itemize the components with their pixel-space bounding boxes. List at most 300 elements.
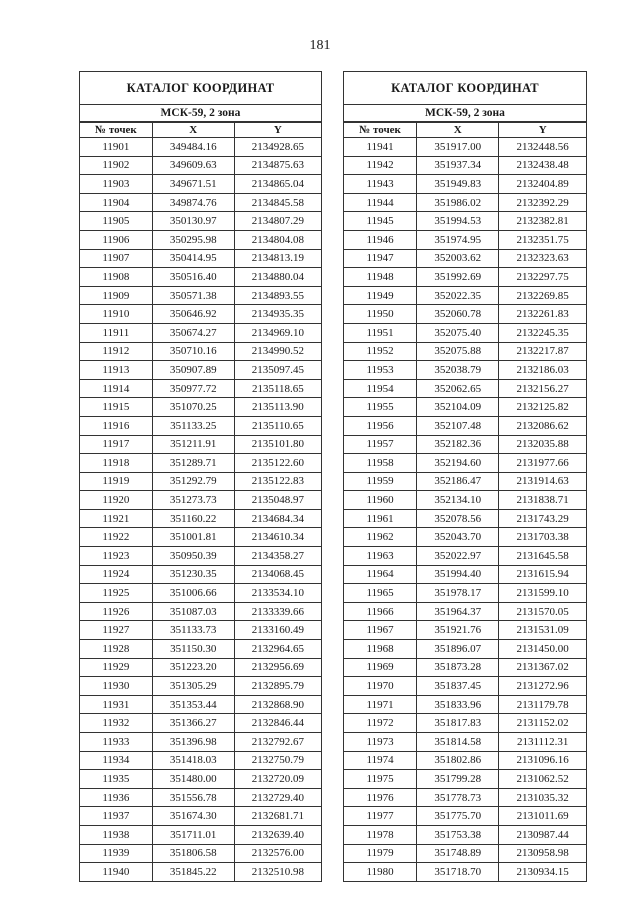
x-coordinate-cell: 351775.70 bbox=[417, 807, 499, 826]
point-number-cell: 11901 bbox=[80, 138, 152, 157]
x-coordinate-cell: 351133.73 bbox=[152, 621, 234, 640]
x-coordinate-cell: 350907.89 bbox=[152, 361, 234, 380]
x-coordinate-cell: 350977.72 bbox=[152, 379, 234, 398]
point-number-cell: 11965 bbox=[344, 584, 417, 603]
y-coordinate-cell: 2134845.58 bbox=[234, 193, 321, 212]
table-row bbox=[344, 733, 586, 752]
table-row bbox=[344, 509, 586, 528]
x-coordinate-cell: 351949.83 bbox=[417, 175, 499, 194]
y-coordinate-cell: 2132261.83 bbox=[499, 305, 586, 324]
point-number-cell: 11923 bbox=[80, 547, 152, 566]
point-number-cell: 11960 bbox=[344, 491, 417, 510]
table-row bbox=[80, 175, 321, 194]
y-coordinate-cell: 2132382.81 bbox=[499, 212, 586, 231]
x-coordinate-cell: 351873.28 bbox=[417, 658, 499, 677]
y-coordinate-cell: 2134804.08 bbox=[234, 230, 321, 249]
x-coordinate-cell: 351718.70 bbox=[417, 863, 499, 881]
x-coordinate-cell: 350710.16 bbox=[152, 342, 234, 361]
y-coordinate-cell: 2135122.60 bbox=[234, 454, 321, 473]
table-row bbox=[344, 807, 586, 826]
point-number-cell: 11934 bbox=[80, 751, 152, 770]
coordinate-table bbox=[80, 122, 321, 881]
table-row bbox=[80, 268, 321, 287]
x-coordinate-cell: 351006.66 bbox=[152, 584, 234, 603]
x-coordinate-cell: 351305.29 bbox=[152, 677, 234, 696]
y-coordinate-cell: 2131645.58 bbox=[499, 547, 586, 566]
point-number-cell: 11921 bbox=[80, 509, 152, 528]
y-coordinate-cell: 2134875.63 bbox=[234, 156, 321, 175]
x-coordinate-cell: 351087.03 bbox=[152, 602, 234, 621]
y-coordinate-cell: 2134068.45 bbox=[234, 565, 321, 584]
y-coordinate-cell: 2135122.83 bbox=[234, 472, 321, 491]
point-number-cell: 11940 bbox=[80, 863, 152, 881]
y-coordinate-cell: 2135113.90 bbox=[234, 398, 321, 417]
column-header-y: Y bbox=[234, 123, 321, 138]
x-coordinate-cell: 351833.96 bbox=[417, 695, 499, 714]
table-row bbox=[344, 156, 586, 175]
point-number-cell: 11964 bbox=[344, 565, 417, 584]
point-number-cell: 11913 bbox=[80, 361, 152, 380]
table-row bbox=[80, 528, 321, 547]
table-row bbox=[80, 416, 321, 435]
y-coordinate-cell: 2131035.32 bbox=[499, 788, 586, 807]
point-number-cell: 11920 bbox=[80, 491, 152, 510]
table-row bbox=[344, 825, 586, 844]
table-row bbox=[80, 844, 321, 863]
y-coordinate-cell: 2131152.02 bbox=[499, 714, 586, 733]
table-row bbox=[344, 621, 586, 640]
point-number-cell: 11971 bbox=[344, 695, 417, 714]
x-coordinate-cell: 351133.25 bbox=[152, 416, 234, 435]
table-row bbox=[80, 770, 321, 789]
table-row bbox=[344, 788, 586, 807]
table-row bbox=[80, 286, 321, 305]
x-coordinate-cell: 350130.97 bbox=[152, 212, 234, 231]
table-row bbox=[344, 138, 586, 157]
y-coordinate-cell: 2132035.88 bbox=[499, 435, 586, 454]
table-row bbox=[344, 714, 586, 733]
point-number-cell: 11939 bbox=[80, 844, 152, 863]
point-number-cell: 11908 bbox=[80, 268, 152, 287]
point-number-cell: 11918 bbox=[80, 454, 152, 473]
y-coordinate-cell: 2132392.29 bbox=[499, 193, 586, 212]
y-coordinate-cell: 2135097.45 bbox=[234, 361, 321, 380]
y-coordinate-cell: 2134990.52 bbox=[234, 342, 321, 361]
x-coordinate-cell: 352003.62 bbox=[417, 249, 499, 268]
x-coordinate-cell: 351917.00 bbox=[417, 138, 499, 157]
point-number-cell: 11953 bbox=[344, 361, 417, 380]
x-coordinate-cell: 350414.95 bbox=[152, 249, 234, 268]
table-row bbox=[80, 602, 321, 621]
point-number-cell: 11904 bbox=[80, 193, 152, 212]
table-row bbox=[344, 640, 586, 659]
y-coordinate-cell: 2132639.40 bbox=[234, 825, 321, 844]
table-row bbox=[80, 695, 321, 714]
table-row bbox=[80, 379, 321, 398]
point-number-cell: 11977 bbox=[344, 807, 417, 826]
column-header-point: № точек bbox=[80, 123, 152, 138]
point-number-cell: 11949 bbox=[344, 286, 417, 305]
catalog-title: КАТАЛОГ КООРДИНАТ bbox=[344, 72, 586, 105]
y-coordinate-cell: 2134969.10 bbox=[234, 323, 321, 342]
x-coordinate-cell: 351921.76 bbox=[417, 621, 499, 640]
table-row bbox=[80, 472, 321, 491]
table-row bbox=[344, 584, 586, 603]
x-coordinate-cell: 352022.97 bbox=[417, 547, 499, 566]
x-coordinate-cell: 351366.27 bbox=[152, 714, 234, 733]
x-coordinate-cell: 351292.79 bbox=[152, 472, 234, 491]
y-coordinate-cell: 2134893.55 bbox=[234, 286, 321, 305]
x-coordinate-cell: 351814.58 bbox=[417, 733, 499, 752]
y-coordinate-cell: 2130987.44 bbox=[499, 825, 586, 844]
y-coordinate-cell: 2133534.10 bbox=[234, 584, 321, 603]
x-coordinate-cell: 351978.17 bbox=[417, 584, 499, 603]
point-number-cell: 11931 bbox=[80, 695, 152, 714]
y-coordinate-cell: 2131272.96 bbox=[499, 677, 586, 696]
table-row bbox=[80, 640, 321, 659]
y-coordinate-cell: 2135101.80 bbox=[234, 435, 321, 454]
x-coordinate-cell: 351748.89 bbox=[417, 844, 499, 863]
point-number-cell: 11929 bbox=[80, 658, 152, 677]
coordinate-table bbox=[344, 122, 586, 881]
y-coordinate-cell: 2132729.40 bbox=[234, 788, 321, 807]
x-coordinate-cell: 351480.00 bbox=[152, 770, 234, 789]
column-header-y: Y bbox=[499, 123, 586, 138]
table-row bbox=[344, 491, 586, 510]
point-number-cell: 11936 bbox=[80, 788, 152, 807]
x-coordinate-cell: 350674.27 bbox=[152, 323, 234, 342]
x-coordinate-cell: 351753.38 bbox=[417, 825, 499, 844]
x-coordinate-cell: 352062.65 bbox=[417, 379, 499, 398]
x-coordinate-cell: 352075.88 bbox=[417, 342, 499, 361]
table-row bbox=[344, 286, 586, 305]
table-row bbox=[344, 677, 586, 696]
point-number-cell: 11941 bbox=[344, 138, 417, 157]
x-coordinate-cell: 351674.30 bbox=[152, 807, 234, 826]
x-coordinate-cell: 352186.47 bbox=[417, 472, 499, 491]
x-coordinate-cell: 351556.78 bbox=[152, 788, 234, 807]
table-row bbox=[344, 193, 586, 212]
point-number-cell: 11926 bbox=[80, 602, 152, 621]
table-row bbox=[80, 658, 321, 677]
x-coordinate-cell: 352022.35 bbox=[417, 286, 499, 305]
y-coordinate-cell: 2131367.02 bbox=[499, 658, 586, 677]
table-row bbox=[344, 398, 586, 417]
y-coordinate-cell: 2132404.89 bbox=[499, 175, 586, 194]
table-row bbox=[344, 695, 586, 714]
y-coordinate-cell: 2131531.09 bbox=[499, 621, 586, 640]
table-row bbox=[344, 268, 586, 287]
point-number-cell: 11917 bbox=[80, 435, 152, 454]
y-coordinate-cell: 2131743.29 bbox=[499, 509, 586, 528]
x-coordinate-cell: 351896.07 bbox=[417, 640, 499, 659]
table-row bbox=[80, 751, 321, 770]
y-coordinate-cell: 2134358.27 bbox=[234, 547, 321, 566]
table-body bbox=[344, 138, 586, 881]
y-coordinate-cell: 2134865.04 bbox=[234, 175, 321, 194]
point-number-cell: 11975 bbox=[344, 770, 417, 789]
y-coordinate-cell: 2132576.00 bbox=[234, 844, 321, 863]
table-row bbox=[80, 714, 321, 733]
table-row bbox=[80, 398, 321, 417]
point-number-cell: 11963 bbox=[344, 547, 417, 566]
table-row bbox=[344, 323, 586, 342]
point-number-cell: 11930 bbox=[80, 677, 152, 696]
x-coordinate-cell: 352104.09 bbox=[417, 398, 499, 417]
x-coordinate-cell: 351806.58 bbox=[152, 844, 234, 863]
table-row bbox=[344, 305, 586, 324]
point-number-cell: 11961 bbox=[344, 509, 417, 528]
x-coordinate-cell: 351211.91 bbox=[152, 435, 234, 454]
point-number-cell: 11937 bbox=[80, 807, 152, 826]
table-row bbox=[344, 770, 586, 789]
y-coordinate-cell: 2132323.63 bbox=[499, 249, 586, 268]
x-coordinate-cell: 351070.25 bbox=[152, 398, 234, 417]
x-coordinate-cell: 351418.03 bbox=[152, 751, 234, 770]
y-coordinate-cell: 2132269.85 bbox=[499, 286, 586, 305]
point-number-cell: 11903 bbox=[80, 175, 152, 194]
y-coordinate-cell: 2132245.35 bbox=[499, 323, 586, 342]
point-number-cell: 11943 bbox=[344, 175, 417, 194]
point-number-cell: 11979 bbox=[344, 844, 417, 863]
y-coordinate-cell: 2131179.78 bbox=[499, 695, 586, 714]
table-row bbox=[344, 379, 586, 398]
x-coordinate-cell: 351799.28 bbox=[417, 770, 499, 789]
table-row bbox=[80, 621, 321, 640]
x-coordinate-cell: 351289.71 bbox=[152, 454, 234, 473]
point-number-cell: 11928 bbox=[80, 640, 152, 659]
y-coordinate-cell: 2134684.34 bbox=[234, 509, 321, 528]
y-coordinate-cell: 2132448.56 bbox=[499, 138, 586, 157]
x-coordinate-cell: 350295.98 bbox=[152, 230, 234, 249]
table-row bbox=[344, 230, 586, 249]
table-row bbox=[344, 565, 586, 584]
point-number-cell: 11948 bbox=[344, 268, 417, 287]
table-row bbox=[344, 528, 586, 547]
point-number-cell: 11957 bbox=[344, 435, 417, 454]
point-number-cell: 11973 bbox=[344, 733, 417, 752]
point-number-cell: 11938 bbox=[80, 825, 152, 844]
table-row bbox=[80, 547, 321, 566]
y-coordinate-cell: 2131011.69 bbox=[499, 807, 586, 826]
y-coordinate-cell: 2132681.71 bbox=[234, 807, 321, 826]
y-coordinate-cell: 2134935.35 bbox=[234, 305, 321, 324]
table-row bbox=[80, 361, 321, 380]
table-row bbox=[80, 212, 321, 231]
x-coordinate-cell: 349484.16 bbox=[152, 138, 234, 157]
point-number-cell: 11933 bbox=[80, 733, 152, 752]
table-row bbox=[344, 435, 586, 454]
table-row bbox=[344, 175, 586, 194]
x-coordinate-cell: 351845.22 bbox=[152, 863, 234, 881]
y-coordinate-cell: 2131096.16 bbox=[499, 751, 586, 770]
x-coordinate-cell: 349874.76 bbox=[152, 193, 234, 212]
x-coordinate-cell: 351937.34 bbox=[417, 156, 499, 175]
x-coordinate-cell: 351778.73 bbox=[417, 788, 499, 807]
x-coordinate-cell: 351837.45 bbox=[417, 677, 499, 696]
x-coordinate-cell: 351230.35 bbox=[152, 565, 234, 584]
x-coordinate-cell: 350571.38 bbox=[152, 286, 234, 305]
x-coordinate-cell: 351992.69 bbox=[417, 268, 499, 287]
y-coordinate-cell: 2132125.82 bbox=[499, 398, 586, 417]
x-coordinate-cell: 352043.70 bbox=[417, 528, 499, 547]
table-row bbox=[80, 788, 321, 807]
x-coordinate-cell: 352107.48 bbox=[417, 416, 499, 435]
point-number-cell: 11980 bbox=[344, 863, 417, 881]
column-header-point: № точек bbox=[344, 123, 417, 138]
table-row bbox=[80, 323, 321, 342]
point-number-cell: 11919 bbox=[80, 472, 152, 491]
point-number-cell: 11925 bbox=[80, 584, 152, 603]
y-coordinate-cell: 2132720.09 bbox=[234, 770, 321, 789]
y-coordinate-cell: 2131570.05 bbox=[499, 602, 586, 621]
y-coordinate-cell: 2131977.66 bbox=[499, 454, 586, 473]
point-number-cell: 11968 bbox=[344, 640, 417, 659]
x-coordinate-cell: 351150.30 bbox=[152, 640, 234, 659]
table-row bbox=[80, 825, 321, 844]
x-coordinate-cell: 350516.40 bbox=[152, 268, 234, 287]
column-header-x: X bbox=[417, 123, 499, 138]
table-row bbox=[80, 138, 321, 157]
y-coordinate-cell: 2130934.15 bbox=[499, 863, 586, 881]
table-row bbox=[80, 342, 321, 361]
table-row bbox=[80, 193, 321, 212]
table-row bbox=[80, 454, 321, 473]
table-row bbox=[344, 212, 586, 231]
y-coordinate-cell: 2132956.69 bbox=[234, 658, 321, 677]
y-coordinate-cell: 2134813.19 bbox=[234, 249, 321, 268]
y-coordinate-cell: 2132156.27 bbox=[499, 379, 586, 398]
y-coordinate-cell: 2132186.03 bbox=[499, 361, 586, 380]
table-row bbox=[80, 230, 321, 249]
y-coordinate-cell: 2134610.34 bbox=[234, 528, 321, 547]
y-coordinate-cell: 2131703.38 bbox=[499, 528, 586, 547]
point-number-cell: 11974 bbox=[344, 751, 417, 770]
y-coordinate-cell: 2131838.71 bbox=[499, 491, 586, 510]
y-coordinate-cell: 2135110.65 bbox=[234, 416, 321, 435]
y-coordinate-cell: 2132868.90 bbox=[234, 695, 321, 714]
table-row bbox=[80, 677, 321, 696]
x-coordinate-cell: 351986.02 bbox=[417, 193, 499, 212]
table-row bbox=[80, 807, 321, 826]
table-row bbox=[80, 733, 321, 752]
y-coordinate-cell: 2132792.67 bbox=[234, 733, 321, 752]
x-coordinate-cell: 352194.60 bbox=[417, 454, 499, 473]
point-number-cell: 11952 bbox=[344, 342, 417, 361]
catalog-zone: МСК-59, 2 зона bbox=[80, 105, 321, 122]
x-coordinate-cell: 351994.40 bbox=[417, 565, 499, 584]
x-coordinate-cell: 352060.78 bbox=[417, 305, 499, 324]
table-row bbox=[344, 342, 586, 361]
table-row bbox=[344, 751, 586, 770]
table-row bbox=[80, 509, 321, 528]
point-number-cell: 11958 bbox=[344, 454, 417, 473]
table-row bbox=[344, 361, 586, 380]
table-row bbox=[344, 863, 586, 881]
x-coordinate-cell: 349609.63 bbox=[152, 156, 234, 175]
table-row bbox=[80, 305, 321, 324]
point-number-cell: 11947 bbox=[344, 249, 417, 268]
x-coordinate-cell: 351994.53 bbox=[417, 212, 499, 231]
point-number-cell: 11935 bbox=[80, 770, 152, 789]
catalog-zone: МСК-59, 2 зона bbox=[344, 105, 586, 122]
point-number-cell: 11932 bbox=[80, 714, 152, 733]
y-coordinate-cell: 2131112.31 bbox=[499, 733, 586, 752]
point-number-cell: 11962 bbox=[344, 528, 417, 547]
point-number-cell: 11912 bbox=[80, 342, 152, 361]
y-coordinate-cell: 2132964.65 bbox=[234, 640, 321, 659]
point-number-cell: 11978 bbox=[344, 825, 417, 844]
y-coordinate-cell: 2131450.00 bbox=[499, 640, 586, 659]
table-header-row bbox=[80, 123, 321, 138]
table-row bbox=[344, 658, 586, 677]
point-number-cell: 11970 bbox=[344, 677, 417, 696]
x-coordinate-cell: 349671.51 bbox=[152, 175, 234, 194]
x-coordinate-cell: 351802.86 bbox=[417, 751, 499, 770]
x-coordinate-cell: 351273.73 bbox=[152, 491, 234, 510]
y-coordinate-cell: 2133339.66 bbox=[234, 602, 321, 621]
column-header-x: X bbox=[152, 123, 234, 138]
x-coordinate-cell: 352134.10 bbox=[417, 491, 499, 510]
y-coordinate-cell: 2131599.10 bbox=[499, 584, 586, 603]
table-row bbox=[80, 565, 321, 584]
y-coordinate-cell: 2132895.79 bbox=[234, 677, 321, 696]
y-coordinate-cell: 2133160.49 bbox=[234, 621, 321, 640]
point-number-cell: 11905 bbox=[80, 212, 152, 231]
x-coordinate-cell: 351817.83 bbox=[417, 714, 499, 733]
y-coordinate-cell: 2132351.75 bbox=[499, 230, 586, 249]
table-row bbox=[80, 491, 321, 510]
point-number-cell: 11922 bbox=[80, 528, 152, 547]
point-number-cell: 11967 bbox=[344, 621, 417, 640]
table-row bbox=[344, 602, 586, 621]
point-number-cell: 11945 bbox=[344, 212, 417, 231]
point-number-cell: 11942 bbox=[344, 156, 417, 175]
point-number-cell: 11927 bbox=[80, 621, 152, 640]
y-coordinate-cell: 2132750.79 bbox=[234, 751, 321, 770]
point-number-cell: 11911 bbox=[80, 323, 152, 342]
x-coordinate-cell: 351396.98 bbox=[152, 733, 234, 752]
x-coordinate-cell: 351964.37 bbox=[417, 602, 499, 621]
x-coordinate-cell: 350950.39 bbox=[152, 547, 234, 566]
point-number-cell: 11951 bbox=[344, 323, 417, 342]
point-number-cell: 11910 bbox=[80, 305, 152, 324]
x-coordinate-cell: 351001.81 bbox=[152, 528, 234, 547]
table-body bbox=[80, 138, 321, 881]
x-coordinate-cell: 352038.79 bbox=[417, 361, 499, 380]
y-coordinate-cell: 2132217.87 bbox=[499, 342, 586, 361]
point-number-cell: 11950 bbox=[344, 305, 417, 324]
point-number-cell: 11946 bbox=[344, 230, 417, 249]
y-coordinate-cell: 2132846.44 bbox=[234, 714, 321, 733]
x-coordinate-cell: 351353.44 bbox=[152, 695, 234, 714]
x-coordinate-cell: 350646.92 bbox=[152, 305, 234, 324]
point-number-cell: 11972 bbox=[344, 714, 417, 733]
coordinate-catalog-left bbox=[79, 71, 322, 882]
y-coordinate-cell: 2134880.04 bbox=[234, 268, 321, 287]
y-coordinate-cell: 2131615.94 bbox=[499, 565, 586, 584]
point-number-cell: 11916 bbox=[80, 416, 152, 435]
y-coordinate-cell: 2134928.65 bbox=[234, 138, 321, 157]
point-number-cell: 11969 bbox=[344, 658, 417, 677]
table-row bbox=[344, 472, 586, 491]
point-number-cell: 11907 bbox=[80, 249, 152, 268]
y-coordinate-cell: 2131914.63 bbox=[499, 472, 586, 491]
point-number-cell: 11955 bbox=[344, 398, 417, 417]
x-coordinate-cell: 352078.56 bbox=[417, 509, 499, 528]
table-row bbox=[80, 863, 321, 881]
table-row bbox=[344, 844, 586, 863]
